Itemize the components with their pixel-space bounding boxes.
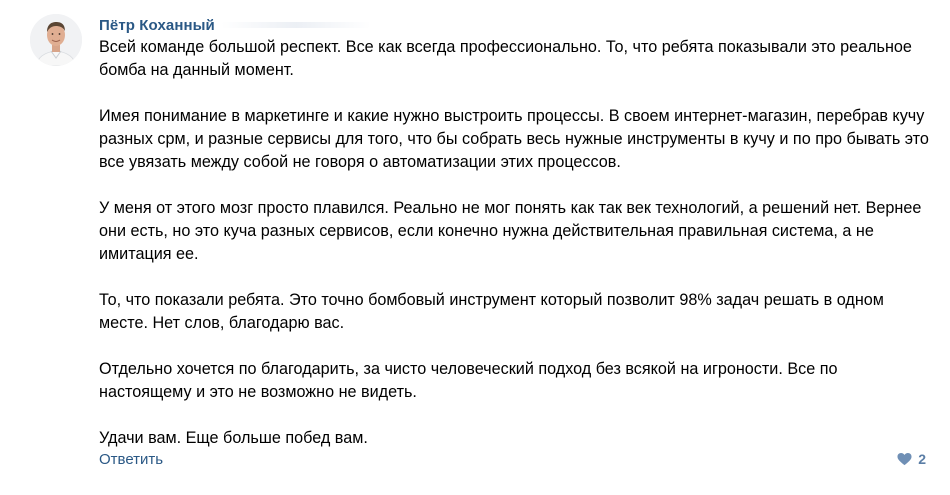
- avatar[interactable]: [30, 14, 82, 66]
- comment-paragraph: То, что показали ребята. Это точно бомбовый инструмент который позволит 98% задач решать в одном месте. Нет слов, благодарю вас.: [99, 291, 884, 332]
- avatar-photo: [30, 14, 82, 66]
- like-count: 2: [918, 451, 926, 467]
- comment-paragraph: Отдельно хочется по благодарить, за чисто человеческий подход без всякой на игроности. Все по настоящему и это не возможно не видеть.: [99, 360, 838, 401]
- author-meta-blurred: [221, 22, 371, 28]
- comment-paragraph: Всей команде большой респект. Все как всегда профессионально. То, что ребята показывали это реальное бомба на данный момент.: [99, 38, 912, 79]
- like-button[interactable]: [897, 451, 926, 467]
- comment-paragraph: Имея понимание в маркетинге и какие нужно выстроить процессы. В своем интернет-магазин, перебрав кучу разных срм, и разные сервисы для того, что бы собрать весь нужные инструменты в кучу и по про бывать это все увязать между собой не говоря о автоматизации этих процессов.: [99, 107, 929, 171]
- author-name-link[interactable]: Пётр Коханный: [99, 16, 215, 34]
- comment-text: [99, 36, 929, 450]
- author-row: [99, 14, 371, 36]
- comment-paragraph: У меня от этого мозг просто плавился. Реально не мог понять как так век технологий, а решений нет. Вернее они есть, но это куча разных сервисов, если конечно нужна действительная правильная система, а не имитация ее.: [99, 199, 922, 263]
- reply-button[interactable]: Ответить: [99, 451, 164, 468]
- heart-icon: [897, 452, 912, 466]
- comment-paragraph: Удачи вам. Еще больше побед вам.: [99, 429, 368, 447]
